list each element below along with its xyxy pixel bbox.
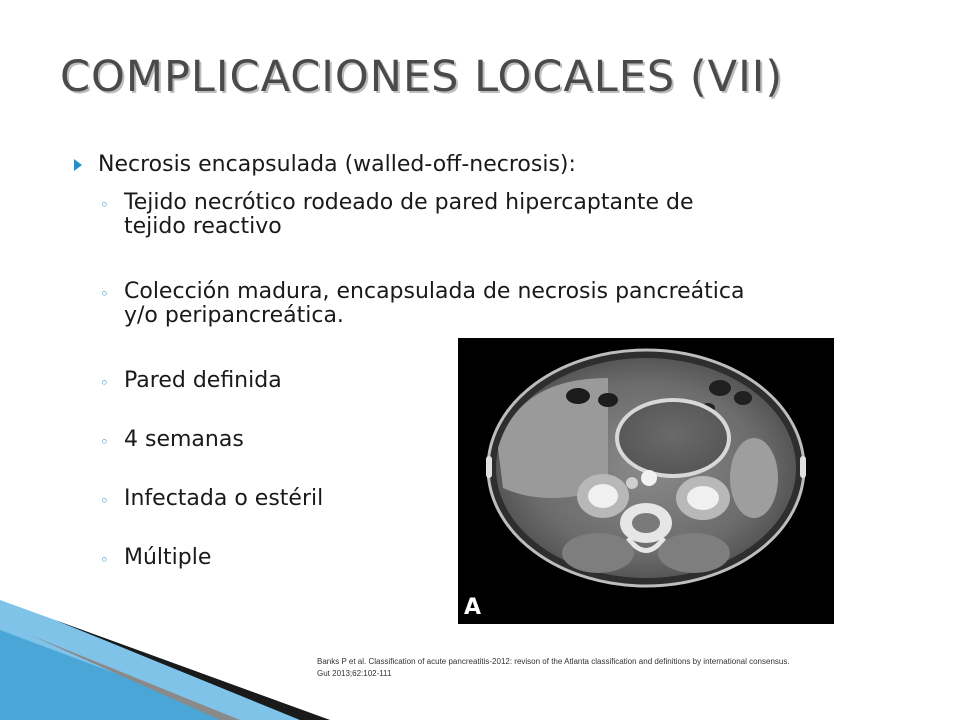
circle-bullet-icon: ◦	[100, 433, 109, 451]
sub-bullet-text: 4 semanas	[124, 427, 244, 452]
sub-bullet-text: Pared definida	[124, 368, 282, 393]
triangle-bullet-icon	[74, 159, 82, 171]
bullet-main	[74, 152, 894, 178]
sub-bullet-text-continued: y/o peripancreática.	[124, 303, 344, 328]
sub-bullet-text: Colección madura, encapsulada de necrosis pancreática	[124, 279, 745, 304]
ct-scan-image	[458, 338, 834, 624]
reference-line-2: Gut 2013;62:102-111	[317, 669, 392, 678]
ct-scan-illustration	[458, 338, 834, 624]
reference-citation	[317, 656, 927, 680]
panel-letter: A	[464, 595, 482, 620]
bullet-main-text: Necrosis encapsulada (walled-off-necrosis):	[98, 152, 576, 177]
sub-bullet-tissue	[74, 191, 894, 239]
circle-bullet-icon: ◦	[100, 492, 109, 510]
circle-bullet-icon: ◦	[100, 374, 109, 392]
sub-bullet-collection	[74, 280, 894, 328]
corner-decoration	[0, 560, 330, 720]
sub-bullet-text: Múltiple	[124, 545, 212, 570]
sub-bullet-text: Tejido necrótico rodeado de pared hipercaptante de	[124, 190, 694, 215]
circle-bullet-icon: ◦	[100, 285, 109, 303]
circle-bullet-icon: ◦	[100, 551, 109, 569]
slide-title: COMPLICACIONES LOCALES (VII)	[60, 52, 784, 102]
sub-bullet-text: Infectada o estéril	[124, 486, 324, 511]
circle-bullet-icon: ◦	[100, 196, 109, 214]
sub-bullet-text-continued: tejido reactivo	[124, 214, 282, 239]
reference-line-1: Banks P et al. Classification of acute pancreatitis-2012: revison of the Atlanta classification and definitions by international consensus.	[317, 657, 790, 666]
